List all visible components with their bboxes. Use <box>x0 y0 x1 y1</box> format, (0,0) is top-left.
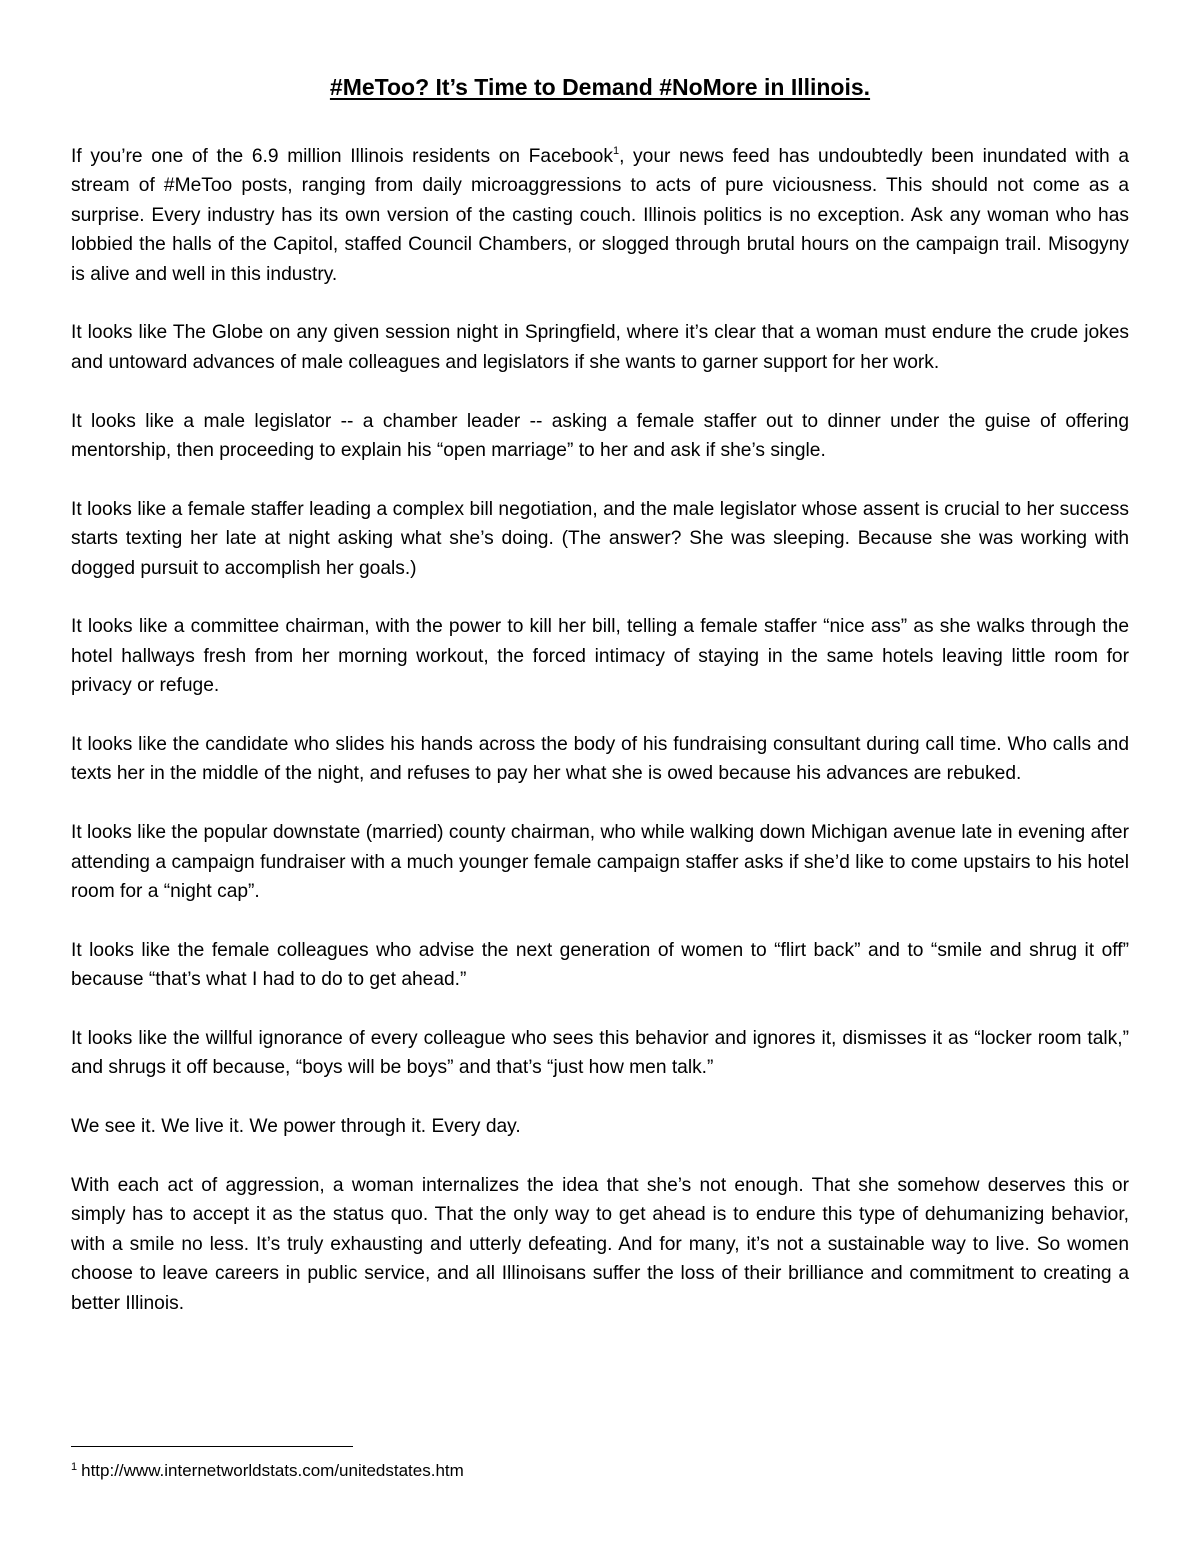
body-paragraph-willful-ignorance: It looks like the willful ignorance of every colleague who sees this behavior and ignores it, dismisses it as “locker room talk,” and shrugs it off because, “boys will be boys” and that’s “just how men talk.” <box>71 1028 1129 1079</box>
body-paragraph-each-act: With each act of aggression, a woman internalizes the idea that she’s not enough. That she somehow deserves this or simply has to accept it as the status quo. That the only way to get ahead is to endure this type of dehumanizing behavior, with a smile no less. It’s truly exhausting and utterly defeating. And for many, it’s not a sustainable way to live. So women choose to leave careers in public service, and all Illinoisans suffer the loss of their brilliance and commitment to creating a better Illinois. <box>71 1175 1129 1314</box>
intro-text-end: , your news feed has undoubtedly been inundated with a stream of #MeToo posts, ranging from daily microaggressions to acts of pure viciousness. This should not come as a surprise. Every industry has its own version of the casting couch. Illinois politics is no exception. Ask any woman who has lobbied the halls of the Capitol, staffed Council Chambers, or slogged through brutal hours on the campaign trail. Misogyny is alive and well in this industry. <box>71 146 1129 285</box>
footnote-number: 1 <box>71 1461 78 1473</box>
document-page <box>71 72 1129 1347</box>
body-paragraph-female-colleagues: It looks like the female colleagues who advise the next generation of women to “flirt back” and to “smile and shrug it off” because “that’s what I had to do to get ahead.” <box>71 939 1129 991</box>
intro-paragraph <box>71 142 1129 289</box>
body-paragraph-globe: It looks like The Globe on any given session night in Springfield, where it’s clear that a woman must endure the crude jokes and untoward advances of male colleagues and legislators if she wants to garner support for her work. <box>71 322 1129 373</box>
document-title: #MeToo? It’s Time to Demand #NoMore in Illinois. <box>329 74 871 100</box>
body-paragraph-county-chairman: It looks like the popular downstate (married) county chairman, who while walking down Michigan avenue late in evening after attending a campaign fundraiser with a much younger female campaign staffer asks if she’d like to come upstairs to his hotel room for a “night cap”. <box>71 822 1129 903</box>
body-paragraph-committee-chairman: It looks like a committee chairman, with the power to kill her bill, telling a female staffer “nice ass” as she walks through the hotel hallways fresh from her morning workout, the forced intimacy of staying in the same hotels leaving little room for privacy or refuge. <box>71 616 1129 697</box>
footnote <box>71 1460 464 1482</box>
body-paragraph-chamber-leader: It looks like a male legislator -- a chamber leader -- asking a female staffer out to dinner under the guise of offering mentorship, then proceeding to explain his “open marriage” to her and ask if she’s single. <box>71 410 1129 462</box>
footnote-reference: 1 <box>612 145 620 157</box>
footnote-divider <box>71 1446 353 1447</box>
body-paragraph-candidate: It looks like the candidate who slides his hands across the body of his fundraising consultant during call time. Who calls and texts her in the middle of the night, and refuses to pay her what she is owed because his advances are rebuked. <box>71 734 1129 785</box>
body-paragraph-we-see-it: We see it. We live it. We power through it. Every day. <box>71 1116 521 1138</box>
footnote-link[interactable]: http://www.internetworldstats.com/unitedstates.htm <box>81 1461 464 1480</box>
body-paragraph-bill-negotiation: It looks like a female staffer leading a complex bill negotiation, and the male legislator whose assent is crucial to her success starts texting her late at night asking what she’s doing. (The answer? She was sleeping. Because she was working with dogged pursuit to accomplish her goals.) <box>71 498 1129 579</box>
intro-text-start: If you’re one of the 6.9 million Illinois residents on Facebook <box>71 146 613 167</box>
